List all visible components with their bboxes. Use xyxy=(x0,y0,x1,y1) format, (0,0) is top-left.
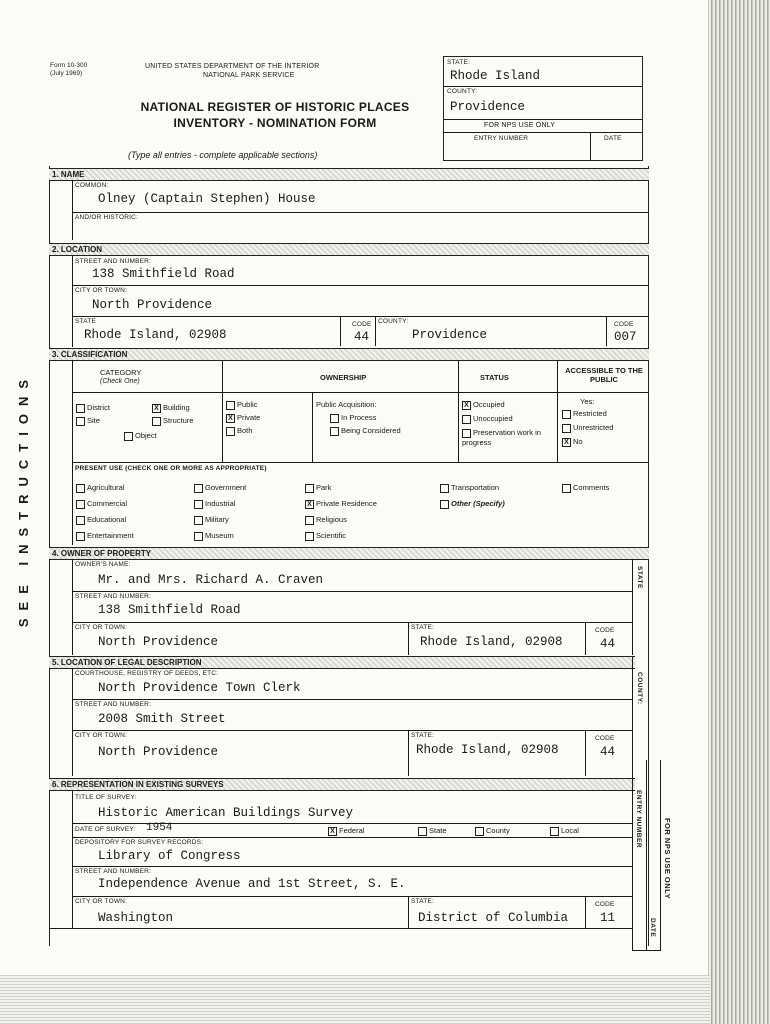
section1-heading: 1. NAME xyxy=(49,168,649,181)
ownership-public[interactable]: Public xyxy=(226,400,257,410)
location-county-code-label: CODE xyxy=(614,321,634,328)
section6-side-date: DATE xyxy=(649,918,656,938)
use-agricultural[interactable]: Agricultural xyxy=(76,483,125,493)
location-county-value: Providence xyxy=(412,328,488,342)
entry-number-label: ENTRY NUMBER xyxy=(474,135,529,142)
status-header: STATUS xyxy=(480,373,509,382)
section5-side-county: COUNTY: xyxy=(636,672,643,705)
legal-street-value: 2008 Smith Street xyxy=(98,712,226,726)
use-transportation[interactable]: Transportation xyxy=(440,483,499,493)
use-private-residence[interactable]: X Private Residence xyxy=(305,499,377,509)
owner-code-label: CODE xyxy=(595,627,615,634)
category-subheader: (Check One) xyxy=(100,378,140,385)
legal-code-label: CODE xyxy=(595,735,615,742)
accessible-no[interactable]: X No xyxy=(562,437,583,447)
status-occupied[interactable]: X Occupied xyxy=(462,400,505,410)
status-preservation[interactable]: Preservation work in progress xyxy=(462,428,541,447)
survey-city-label: CITY OR TOWN: xyxy=(75,898,128,905)
survey-state-value: District of Columbia xyxy=(418,911,569,925)
agency-line1: UNITED STATES DEPARTMENT OF THE INTERIOR xyxy=(145,63,320,70)
owner-street-label: STREET AND NUMBER: xyxy=(75,593,152,600)
form-number: Form 10-300 xyxy=(50,62,88,69)
use-industrial[interactable]: Industrial xyxy=(194,499,235,509)
acquisition-label: Public Acquisition: xyxy=(316,400,377,409)
category-object[interactable]: Object xyxy=(124,431,157,441)
form-instruction: (Type all entries - complete applicable sections) xyxy=(128,150,318,160)
section2-heading: 2. LOCATION xyxy=(49,243,649,256)
survey-date-label: DATE OF SURVEY: xyxy=(75,826,136,833)
section4-side-state: STATE xyxy=(636,566,643,589)
use-other[interactable]: Other (Specify) xyxy=(440,499,505,509)
survey-city-value: Washington xyxy=(98,911,174,925)
section6-heading: 6. REPRESENTATION IN EXISTING SURVEYS xyxy=(49,778,635,791)
survey-level-federal[interactable]: X Federal xyxy=(328,826,364,836)
location-street-label: STREET AND NUMBER: xyxy=(75,258,152,265)
accessible-header: ACCESSIBLE TO THE PUBLIC xyxy=(565,366,643,384)
legal-street-label: STREET AND NUMBER: xyxy=(75,701,152,708)
acquisition-being-considered[interactable]: Being Considered xyxy=(330,426,401,436)
legal-code-value: 44 xyxy=(600,745,616,759)
location-state-value: Rhode Island, 02908 xyxy=(84,328,227,342)
location-city-value: North Providence xyxy=(92,298,213,312)
survey-date-value: 1954 xyxy=(146,822,173,834)
see-instructions-side: SEE INSTRUCTIONS xyxy=(16,372,31,628)
location-code-label: CODE xyxy=(352,321,372,328)
header-state-label: STATE: xyxy=(447,59,470,66)
location-state-code: 44 xyxy=(354,330,370,344)
survey-level-state[interactable]: State xyxy=(418,826,447,836)
owner-city-value: North Providence xyxy=(98,635,219,649)
header-county-value: Providence xyxy=(450,100,526,114)
legal-city-value: North Providence xyxy=(98,745,219,759)
use-commercial[interactable]: Commercial xyxy=(76,499,127,509)
survey-code-label: CODE xyxy=(595,901,615,908)
owner-name-value: Mr. and Mrs. Richard A. Craven xyxy=(98,573,324,587)
category-building[interactable]: X Building xyxy=(152,403,190,413)
header-county-label: COUNTY: xyxy=(447,88,478,95)
common-value: Olney (Captain Stephen) House xyxy=(98,192,316,206)
category-district[interactable]: District xyxy=(76,403,110,413)
survey-title-value: Historic American Buildings Survey xyxy=(98,806,354,820)
legal-city-label: CITY OR TOWN: xyxy=(75,732,128,739)
courthouse-label: COURTHOUSE, REGISTRY OF DEEDS, ETC: xyxy=(75,670,219,677)
use-park[interactable]: Park xyxy=(305,483,331,493)
use-scientific[interactable]: Scientific xyxy=(305,531,346,541)
courthouse-value: North Providence Town Clerk xyxy=(98,681,301,695)
ownership-header: OWNERSHIP xyxy=(320,373,367,382)
depository-label: DEPOSITORY FOR SURVEY RECORDS: xyxy=(75,839,204,846)
scan-edge-right xyxy=(708,0,770,1024)
section5-heading: 5. LOCATION OF LEGAL DESCRIPTION xyxy=(49,656,635,669)
depository-value: Library of Congress xyxy=(98,849,241,863)
location-street-value: 138 Smithfield Road xyxy=(92,267,235,281)
section4-heading: 4. OWNER OF PROPERTY xyxy=(49,547,649,560)
use-religious[interactable]: Religious xyxy=(305,515,347,525)
header-state-value: Rhode Island xyxy=(450,69,541,83)
use-educational[interactable]: Educational xyxy=(76,515,126,525)
status-unoccupied[interactable]: Unoccupied xyxy=(462,414,513,424)
form-date: (July 1969) xyxy=(50,70,83,77)
location-state-label: STATE xyxy=(75,318,96,325)
location-city-label: CITY OR TOWN: xyxy=(75,287,128,294)
location-county-code: 007 xyxy=(614,330,637,344)
accessible-restricted[interactable]: Restricted xyxy=(562,409,607,419)
agency-line2: NATIONAL PARK SERVICE xyxy=(203,72,295,79)
accessible-yes-label: Yes: xyxy=(580,397,595,406)
survey-level-local[interactable]: Local xyxy=(550,826,579,836)
section3-heading: 3. CLASSIFICATION xyxy=(49,348,649,361)
legal-state-label: STATE: xyxy=(411,732,434,739)
date-label: DATE xyxy=(604,135,622,142)
survey-level-county[interactable]: County xyxy=(475,826,510,836)
category-structure[interactable]: Structure xyxy=(152,416,193,426)
form-title-line2: INVENTORY - NOMINATION FORM xyxy=(173,116,377,130)
survey-state-label: STATE: xyxy=(411,898,434,905)
acquisition-in-process[interactable]: In Process xyxy=(330,413,376,423)
historic-label: AND/OR HISTORIC: xyxy=(75,214,139,221)
nps-use-label: FOR NPS USE ONLY xyxy=(484,122,556,129)
survey-street-value: Independence Avenue and 1st Street, S. E. xyxy=(98,877,406,891)
category-header: CATEGORY xyxy=(100,368,142,377)
owner-city-label: CITY OR TOWN: xyxy=(75,624,128,631)
accessible-unrestricted[interactable]: Unrestricted xyxy=(562,423,613,433)
use-comments[interactable]: Comments xyxy=(562,483,609,493)
survey-code-value: 11 xyxy=(600,911,616,925)
section6-side-nps: FOR NPS USE ONLY xyxy=(663,818,672,900)
location-county-label: COUNTY: xyxy=(378,318,409,325)
form-title-line1: NATIONAL REGISTER OF HISTORIC PLACES xyxy=(140,100,410,114)
use-museum[interactable]: Museum xyxy=(194,531,234,541)
owner-state-value: Rhode Island, 02908 xyxy=(420,635,563,649)
use-military[interactable]: Military xyxy=(194,515,229,525)
category-site[interactable]: Site xyxy=(76,416,100,426)
owner-street-value: 138 Smithfield Road xyxy=(98,603,241,617)
present-use-label: PRESENT USE (CHECK ONE OR MORE AS APPROPRIATE) xyxy=(75,465,267,472)
legal-state-value: Rhode Island, 02908 xyxy=(416,743,559,757)
header-box xyxy=(443,56,643,161)
use-entertainment[interactable]: Entertainment xyxy=(76,531,134,541)
scan-edge-bottom xyxy=(0,975,710,1024)
owner-code-value: 44 xyxy=(600,637,616,651)
section6-side-entry: ENTRY NUMBER xyxy=(635,790,642,849)
survey-title-label: TITLE OF SURVEY: xyxy=(75,794,137,801)
ownership-both[interactable]: Both xyxy=(226,426,252,436)
owner-state-label: STATE: xyxy=(411,624,434,631)
owner-name-label: OWNER'S NAME: xyxy=(75,561,131,568)
common-label: COMMON: xyxy=(75,182,109,189)
use-government[interactable]: Government xyxy=(194,483,246,493)
survey-street-label: STREET AND NUMBER: xyxy=(75,868,152,875)
ownership-private[interactable]: X Private xyxy=(226,413,260,423)
